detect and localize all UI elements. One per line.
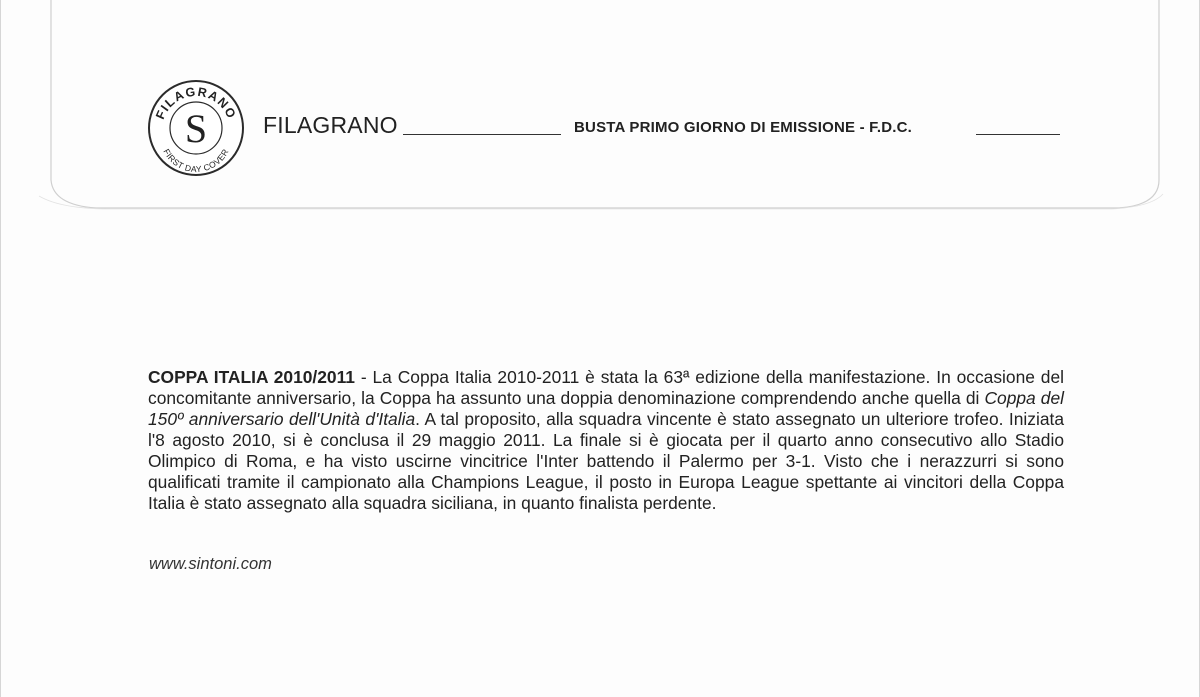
description-text: - La Coppa Italia 2010-2011 è stata la 63ª edizione della manifestazione. In occasione del concomitante anniversario, la Coppa ha assunto una doppia denominazione comprendendo anche quella di	[148, 367, 1064, 408]
seal-ring-top-text: FILAGRANO	[153, 84, 239, 122]
divider-line	[976, 134, 1060, 135]
website-link[interactable]: www.sintoni.com	[149, 555, 272, 573]
filagrano-logo	[146, 78, 246, 178]
seal-icon	[146, 78, 246, 178]
description-text-continued: . A tal proposito, alla squadra vincente è stato assegnato un ulteriore trofeo. Iniziata l'8 agosto 2010, si è conclusa il 29 maggio 2011. La finale si è giocata per il quarto anno consecutivo allo Stadio Olimpico di Roma, e ha visto uscirne vincitrice l'Inter battendo il Palermo per 3-1. Visto che i nerazzurri si sono qualificati tramite il campionato alla Champions League, il posto in Europa League spettante ai vincitori della Coppa Italia è stato assegnato alla squadra siciliana, in quanto finalista perdente.	[148, 409, 1064, 513]
divider-line	[403, 134, 561, 135]
brand-name: FILAGRANO	[263, 112, 398, 138]
seal-initial: S	[184, 106, 208, 151]
description-title: COPPA ITALIA 2010/2011	[148, 367, 355, 387]
description-paragraph	[148, 367, 1064, 514]
cover-type-label: BUSTA PRIMO GIORNO DI EMISSIONE - F.D.C.	[574, 119, 913, 136]
description-italic-title: Coppa del 150º anniversario dell'Unità d'Italia	[148, 388, 1064, 429]
seal-ring-bottom-text: FIRST DAY COVER	[161, 147, 231, 175]
